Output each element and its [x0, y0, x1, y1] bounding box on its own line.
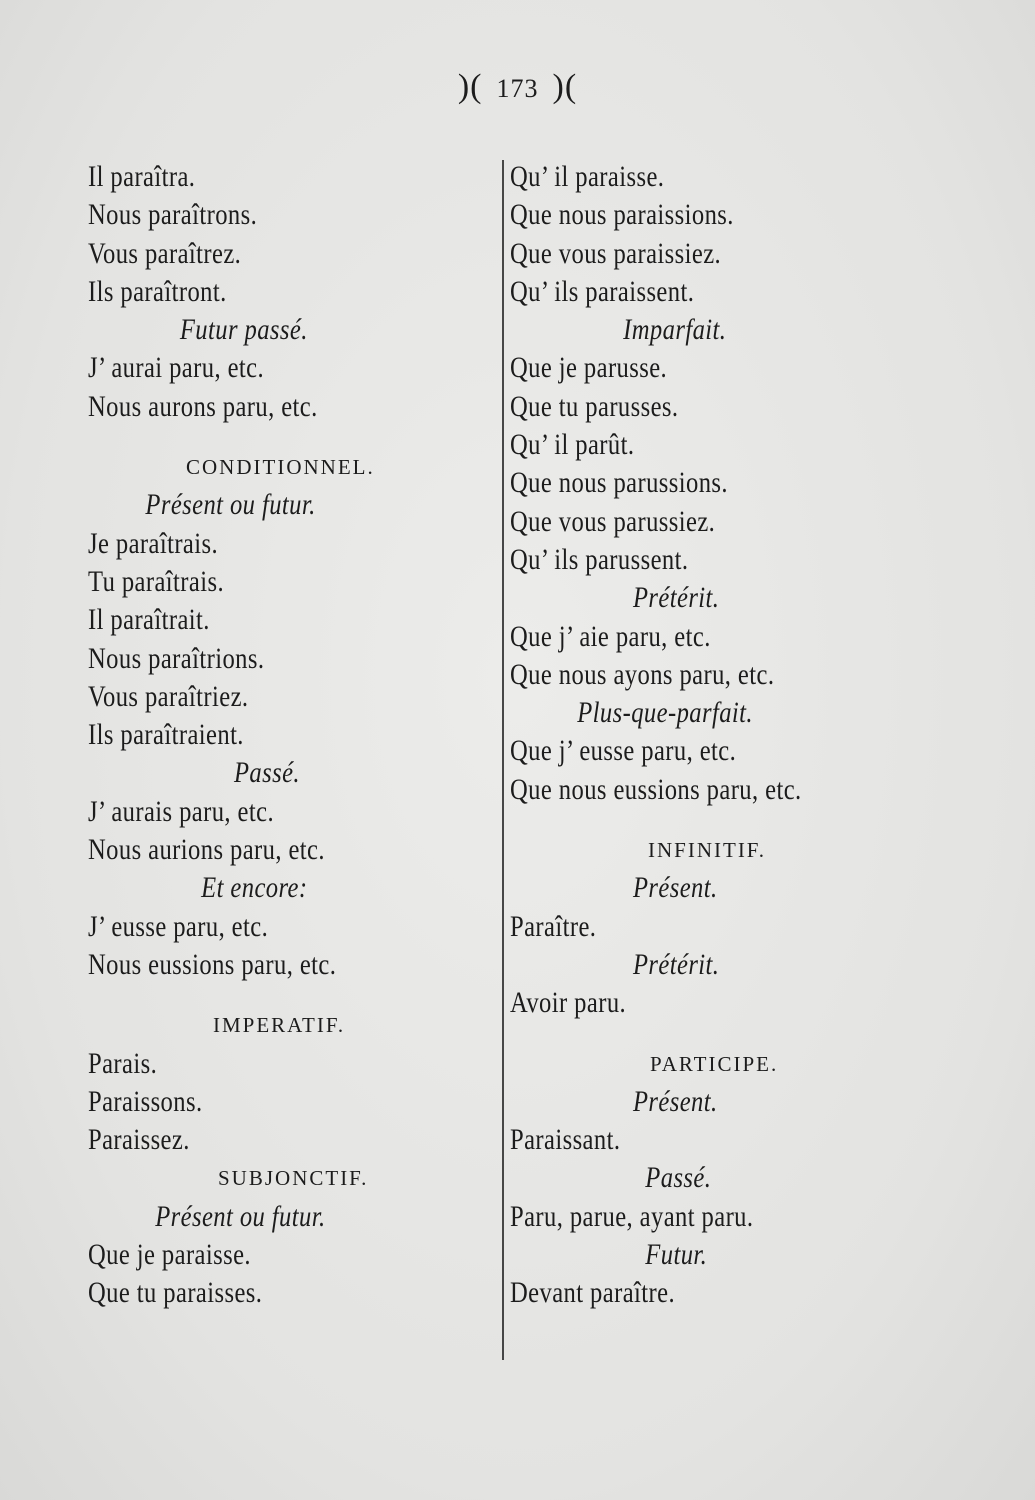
verb-line: Nous paraîtrions. — [88, 641, 265, 675]
tense-title: Imparfait. — [623, 313, 727, 347]
verb-line: Paraissons. — [88, 1084, 203, 1118]
verb-line: Que vous parussiez. — [510, 504, 716, 538]
tense-title: Présent. — [633, 871, 718, 905]
verb-line: Que tu parusses. — [510, 389, 679, 423]
tense-title: Futur passé. — [179, 313, 308, 347]
tense-title: Futur. — [645, 1238, 708, 1272]
ornament-right: )( — [552, 68, 578, 105]
verb-line: Nous eussions paru, etc. — [88, 947, 337, 981]
mood-heading: IMPERATIF. — [213, 1013, 346, 1038]
tense-title: Passé. — [645, 1161, 712, 1195]
verb-line: Avoir paru. — [510, 986, 627, 1020]
tense-title: Présent ou futur. — [155, 1199, 326, 1233]
left-column — [88, 158, 478, 1313]
verb-line: Vous paraîtrez. — [88, 236, 242, 270]
verb-line: Nous aurons paru, etc. — [88, 389, 318, 423]
verb-line: Que nous ayons paru, etc. — [510, 657, 775, 691]
mood-heading: SUBJONCTIF. — [218, 1166, 369, 1191]
verb-line: Tu paraîtrais. — [88, 564, 225, 598]
verb-line: Paraissez. — [88, 1123, 190, 1157]
verb-line: J’ eusse paru, etc. — [88, 909, 269, 943]
mood-heading: INFINITIF. — [648, 838, 767, 863]
verb-line: Qu’ ils parussent. — [510, 542, 689, 576]
verb-line: Qu’ il parût. — [510, 428, 635, 462]
verb-line: Que je parusse. — [510, 351, 668, 385]
tense-title: Présent. — [633, 1084, 718, 1118]
verb-line: Que nous paraissions. — [510, 198, 734, 232]
verb-line: Parais. — [88, 1046, 158, 1080]
column-divider — [502, 160, 504, 1360]
verb-line: J’ aurai paru, etc. — [88, 351, 265, 385]
verb-line: Il paraîtra. — [88, 160, 196, 193]
mood-heading: PARTICIPE. — [650, 1051, 779, 1076]
verb-line: Nous aurions paru, etc. — [88, 833, 325, 867]
verb-line: Je paraîtrais. — [88, 526, 219, 560]
page-header — [0, 68, 1035, 106]
verb-line: Que je paraisse. — [88, 1238, 251, 1272]
tense-title: Passé. — [233, 756, 300, 790]
ornament-left: )( — [457, 68, 483, 105]
verb-line: Que j’ aie paru, etc. — [510, 619, 711, 653]
tense-title: Et encore: — [201, 871, 308, 905]
verb-line: Qu’ ils paraissent. — [510, 274, 695, 308]
verb-line: Que nous parussions. — [510, 466, 728, 500]
verb-line: Que vous paraissiez. — [510, 236, 722, 270]
verb-line: Vous paraîtriez. — [88, 679, 249, 713]
verb-line: Que tu paraisses. — [88, 1276, 263, 1310]
verb-line: Nous paraîtrons. — [88, 198, 258, 232]
tense-title: Prétérit. — [633, 581, 720, 615]
verb-line: Paraître. — [510, 909, 597, 943]
verb-line: Ils paraîtraient. — [88, 718, 244, 752]
tense-title: Prétérit. — [633, 947, 720, 981]
verb-line: Qu’ il paraisse. — [510, 160, 665, 193]
right-column — [510, 158, 920, 1313]
verb-line: Paru, parue, ayant paru. — [510, 1199, 754, 1233]
verb-line: Ils paraîtront. — [88, 274, 227, 308]
verb-line: Devant paraître. — [510, 1276, 676, 1310]
verb-line: Paraissant. — [510, 1123, 621, 1157]
tense-title: Présent ou futur. — [145, 488, 316, 522]
verb-line: Il paraîtrait. — [88, 603, 210, 637]
verb-line: J’ aurais paru, etc. — [88, 794, 275, 828]
verb-line: Que j’ eusse paru, etc. — [510, 734, 737, 768]
verb-line: Que nous eussions paru, etc. — [510, 772, 802, 806]
page-number: 173 — [496, 74, 539, 103]
tense-title: Plus-que-parfait. — [577, 696, 753, 730]
mood-heading: CONDITIONNEL. — [186, 455, 375, 480]
